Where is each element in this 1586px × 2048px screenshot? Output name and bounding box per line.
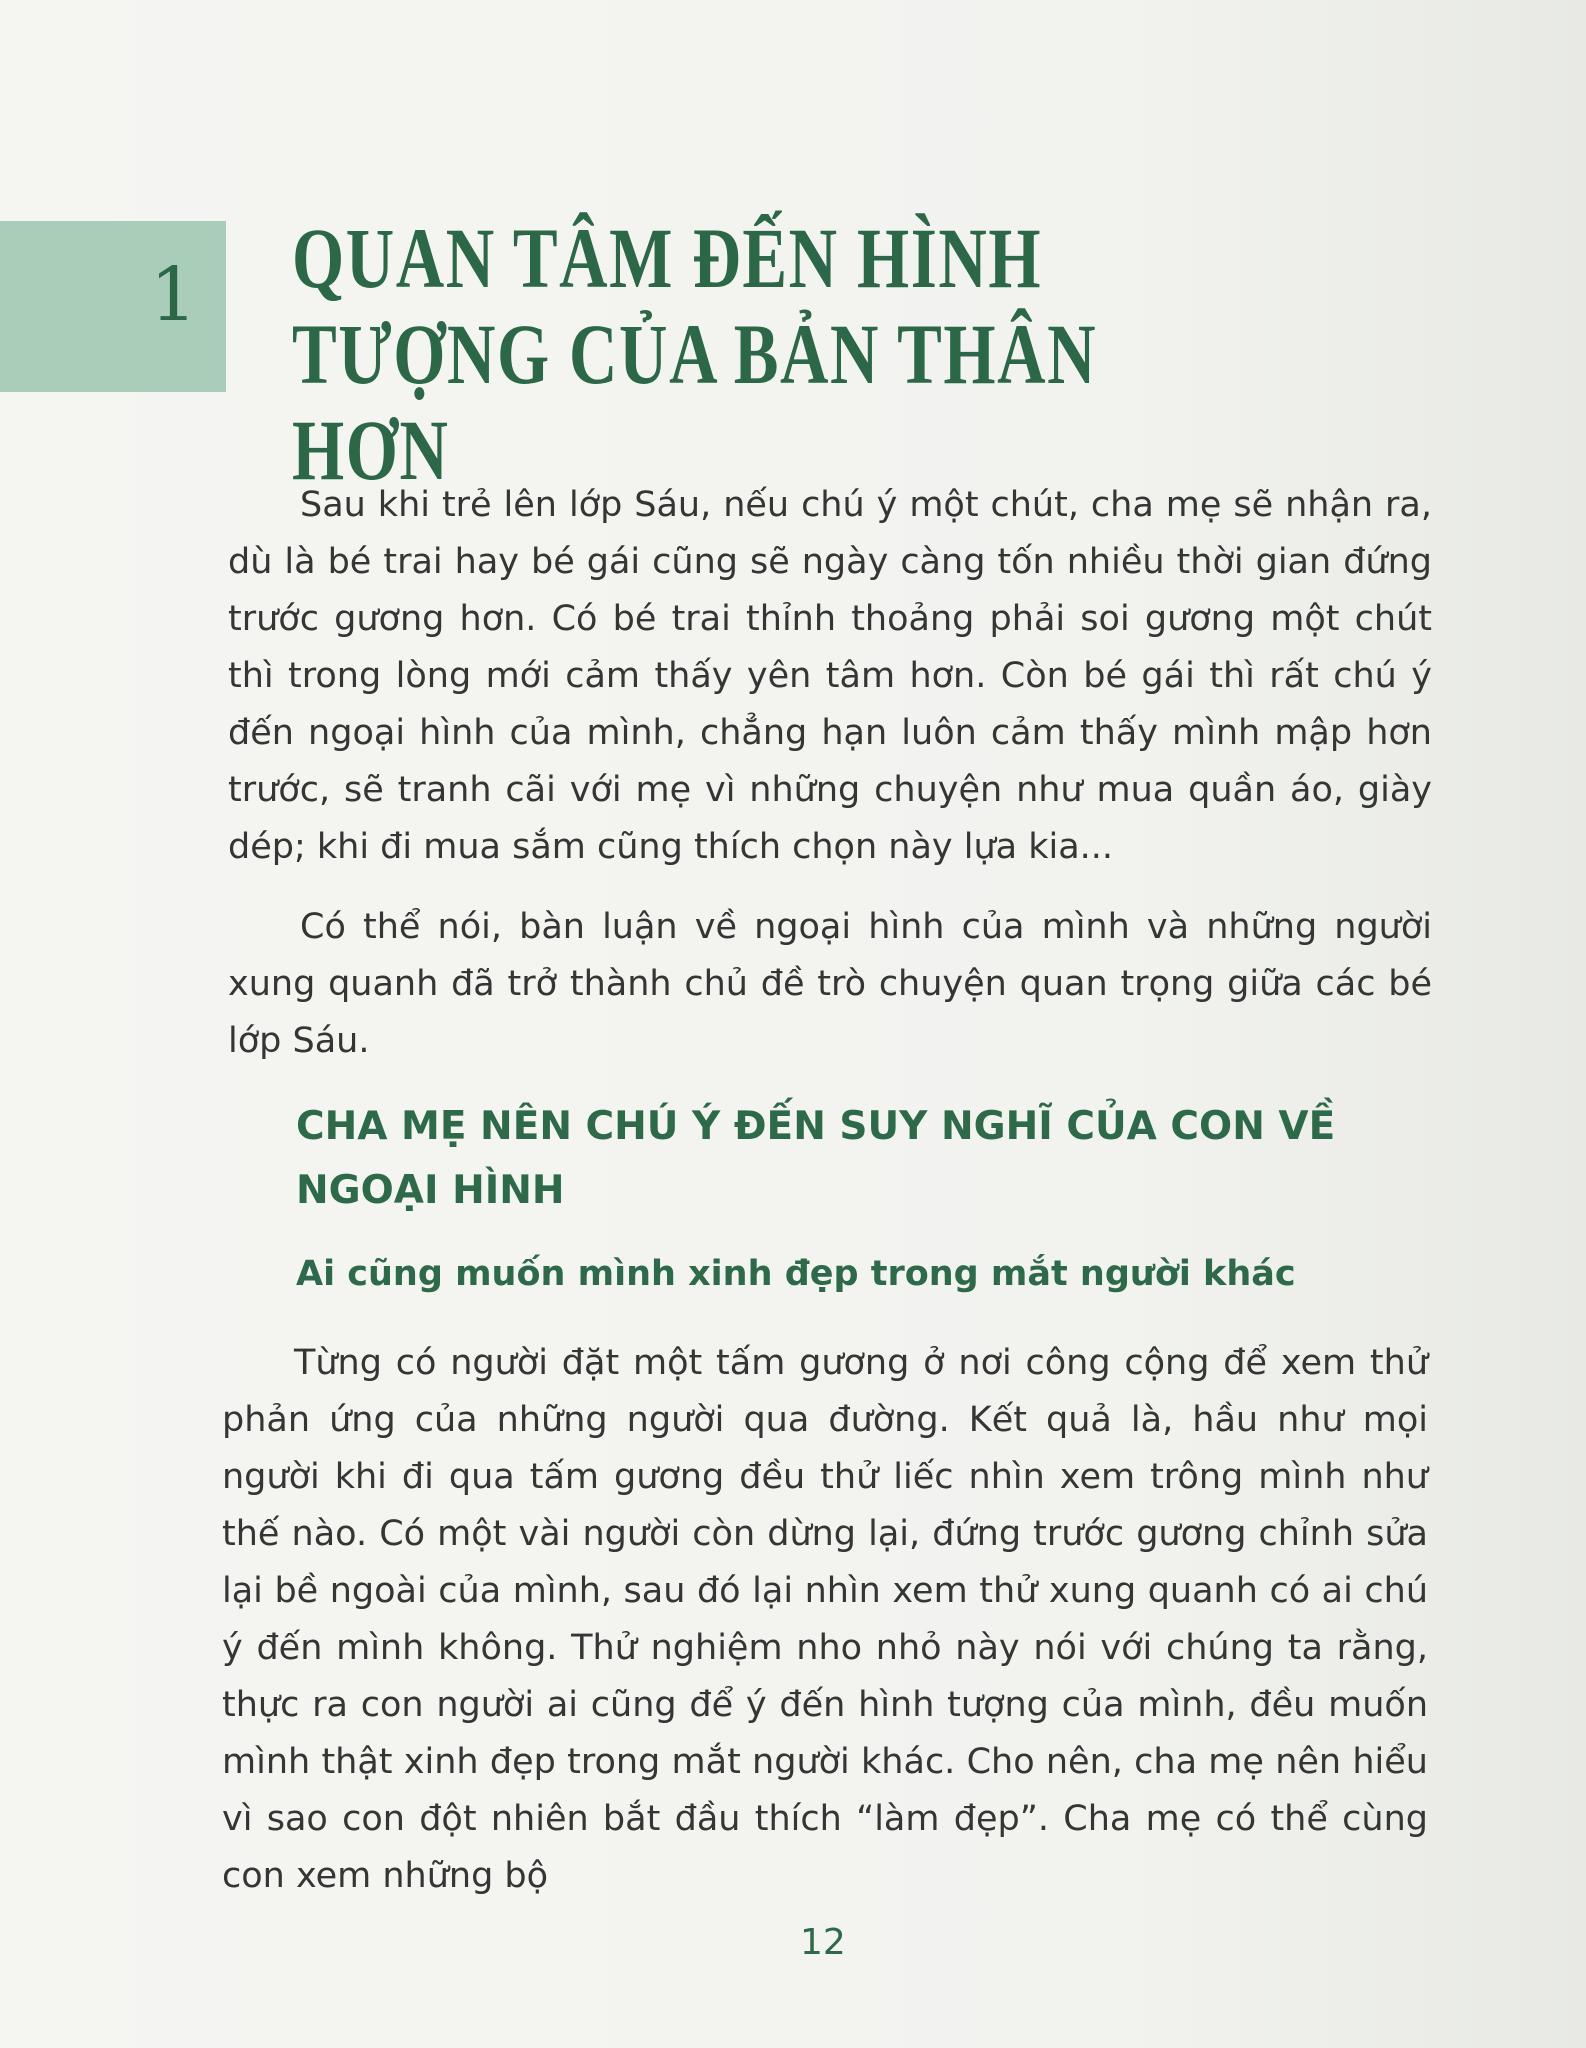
section-paragraph: Từng có người đặt một tấm gương ở nơi công cộng để xem thử phản ứng của những người qua đường. Kết quả là, hầu như mọi người khi đi qua tấm gương đều thử liếc nhìn xem trông mình như thế nào. Có một vài người còn dừng lại, đứng trước gương chỉnh sửa lại bề ngoài của mình, sau đó lại nhìn xem thử xung quanh có ai chú ý đến mình không. Thử nghiệm nho nhỏ này nói với chúng ta rằng, thực ra con người ai cũng để ý đến hình tượng của mình, đều muốn mình thật xinh đẹp trong mắt người khác. Cho nên, cha mẹ nên hiểu vì sao con đột nhiên bắt đầu thích “làm đẹp”. Cha mẹ có thể cùng con xem những bộ <box>222 1343 1428 1896</box>
intro-paragraph-2: Có thể nói, bàn luận về ngoại hình của mình và những người xung quanh đã trở thành chủ đề trò chuyện quan trọng giữa các bé lớp Sáu. <box>228 907 1432 1061</box>
page-number: 12 <box>800 1922 846 1963</box>
section-subheading: Ai cũng muốn mình xinh đẹp trong mắt người khác <box>296 1254 1296 1294</box>
section-heading: CHA MẸ NÊN CHÚ Ý ĐẾN SUY NGHĨ CỦA CON VỀ NGOẠI HÌNH <box>296 1104 1336 1213</box>
chapter-title: QUAN TÂM ĐẾN HÌNH TƯỢNG CỦA BẢN THÂN HƠN <box>292 210 1098 498</box>
chapter-number: 1 <box>150 252 198 338</box>
intro-paragraph-1: Sau khi trẻ lên lớp Sáu, nếu chú ý một chút, cha mẹ sẽ nhận ra, dù là bé trai hay bé gái cũng sẽ ngày càng tốn nhiều thời gian đứng trước gương hơn. Có bé trai thỉnh thoảng phải soi gương một chút thì trong lòng mới cảm thấy yên tâm hơn. Còn bé gái thì rất chú ý đến ngoại hình của mình, chẳng hạn luôn cảm thấy mình mập hơn trước, sẽ tranh cãi với mẹ vì những chuyện như mua quần áo, giày dép; khi đi mua sắm cũng thích chọn này lựa kia... <box>228 485 1432 867</box>
